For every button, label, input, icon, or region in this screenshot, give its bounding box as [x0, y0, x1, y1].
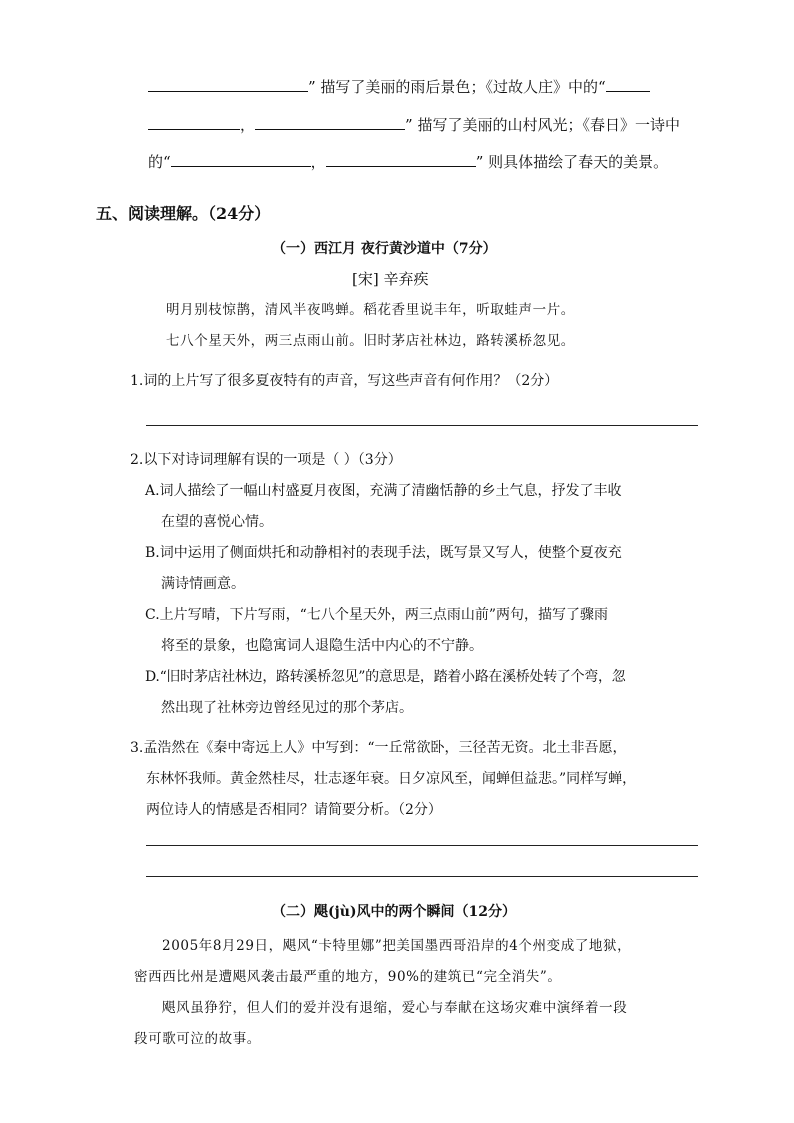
answer-blank[interactable] — [148, 77, 308, 92]
question-3-line-3: 两位诗人的情感是否相同？请简要分析。（2分） — [146, 802, 442, 818]
poem-line-1: 明月别枝惊鹊，清风半夜鸣蝉。稻花香里说丰年，听取蛙声一片。 — [166, 302, 575, 318]
part2-title: （二）飓(jù)风中的两个瞬间（12分） — [272, 904, 516, 920]
option-c-line-2: 将至的景象，也隐寓词人退隐生活中内心的不宁静。 — [161, 638, 483, 654]
fill-line-1: ” 描写了美丽的雨后景色；《过故人庄》中的“ — [148, 76, 650, 97]
answer-line[interactable] — [146, 845, 698, 846]
paragraph-2-line-2: 段可歌可泣的故事。 — [134, 1031, 261, 1047]
poem-line-2: 七八个星天外，两三点雨山前。旧时茅店社林边，路转溪桥忽见。 — [166, 333, 575, 349]
fill-line-3: 的“ ， ” 则具体描绘了春天的美景。 — [148, 153, 669, 171]
option-a-line-1[interactable]: A.词人描绘了一幅山村盛夏月夜图，充满了清幽恬静的乡土气息，抒发了丰收 — [145, 483, 622, 499]
option-a-line-2: 在望的喜悦心情。 — [161, 514, 273, 530]
paragraph-2-line-1: 飓风虽狰狞，但人们的爱并没有退缩，爱心与奉献在这场灾难中演绎着一段 — [162, 1000, 628, 1016]
paragraph-1-line-1: 2005年8月29日，飓风“卡特里娜”把美国墨西哥沿岸的4个州变成了地狱， — [162, 938, 632, 954]
answer-line[interactable] — [146, 876, 698, 877]
question-3-line-2: 东林怀我师。黄金然桂尽，壮志逐年衰。日夕凉风至，闻蝉但益悲。”同样写蝉， — [146, 771, 637, 787]
option-d-line-2: 然出现了社林旁边曾经见过的那个茅店。 — [161, 700, 413, 716]
question-1: 1.词的上片写了很多夏夜特有的声音，写这些声音有何作用？（2分） — [130, 373, 559, 389]
fill-line-2: ， ” 描写了美丽的山村风光；《春日》一诗中 — [148, 114, 680, 135]
option-d-line-1[interactable]: D.“旧时茅店社林边，路转溪桥忽见”的意思是，踏着小路在溪桥处转了个弯，忽 — [145, 669, 626, 685]
answer-line[interactable] — [146, 425, 698, 426]
poem-author: [宋] 辛弃疾 — [352, 270, 429, 288]
paragraph-1-line-2: 密西西比州是遭飓风袭击最严重的地方，90%的建筑已“完全消失”。 — [134, 969, 562, 985]
option-b-line-1[interactable]: B.词中运用了侧面烘托和动静相衬的表现手法，既写景又写人，使整个夏夜充 — [145, 545, 622, 561]
part1-title: （一）西江月 夜行黄沙道中（7分） — [272, 241, 497, 257]
question-2: 2.以下对诗词理解有误的一项是（ ）（3分） — [130, 452, 402, 468]
option-c-line-1[interactable]: C.上片写晴，下片写雨，“七八个星天外，两三点雨山前”两句，描写了骤雨 — [145, 607, 608, 623]
answer-blank[interactable] — [606, 77, 650, 92]
answer-blank[interactable] — [326, 152, 476, 167]
section-heading: 五、阅读理解。（24分） — [96, 204, 271, 223]
answer-blank[interactable] — [171, 152, 311, 167]
answer-blank[interactable] — [148, 115, 240, 130]
question-3-line-1: 3.孟浩然在《秦中寄远上人》中写到：“一丘常欲卧，三径苦无资。北土非吾愿， — [130, 740, 627, 756]
option-b-line-2: 满诗情画意。 — [161, 576, 245, 592]
answer-blank[interactable] — [255, 115, 405, 130]
